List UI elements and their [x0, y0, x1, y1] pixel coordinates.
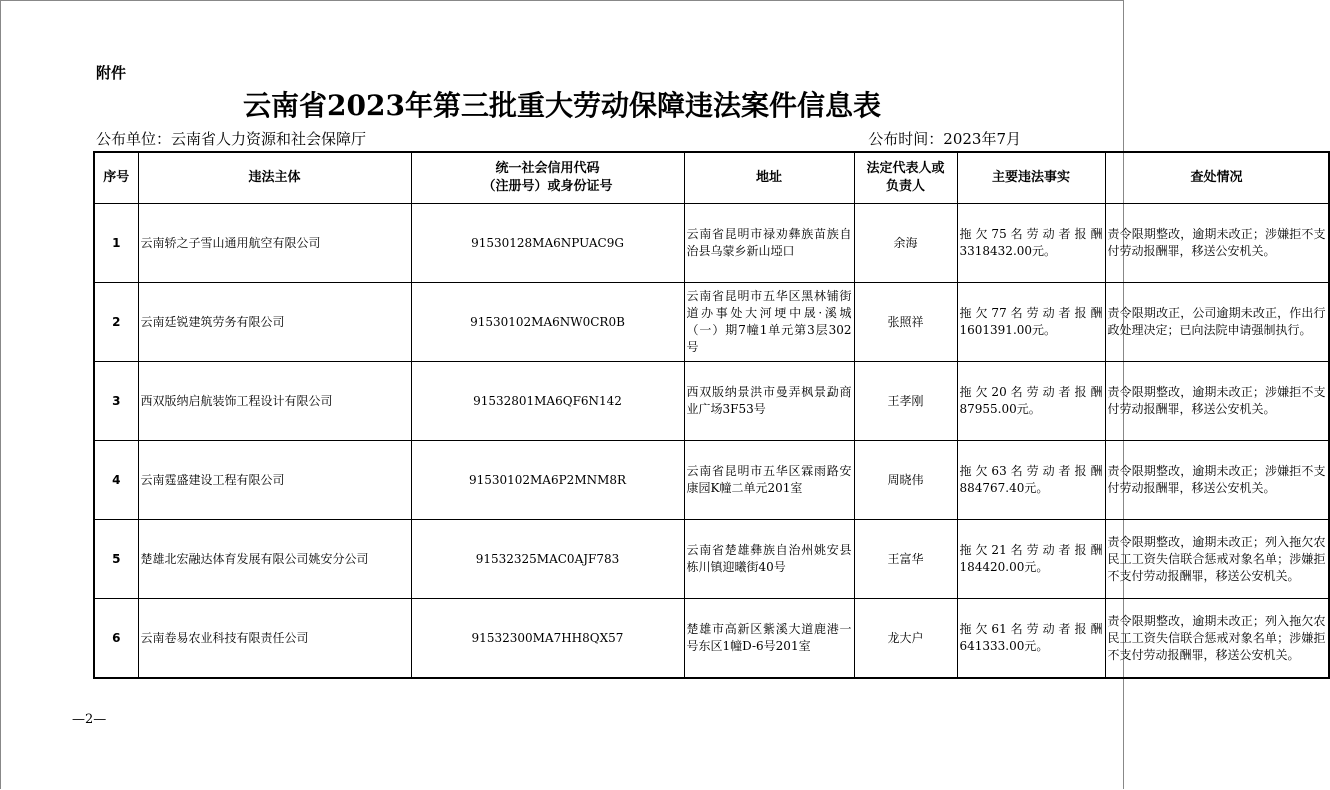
publish-time: 公布时间：2023年7月: [868, 130, 1021, 148]
header-rep: 法定代表人或 负责人: [854, 152, 957, 204]
row-code: 91530102MA6NW0CR0B: [411, 283, 684, 362]
row-rep: 张照祥: [854, 283, 957, 362]
row-handling: 责令限期整改，逾期未改正；列入拖欠农民工工资失信联合惩戒对象名单；涉嫌拒不支付劳动报酬罪，移送公安机关。: [1105, 520, 1329, 599]
row-code: 91532801MA6QF6N142: [411, 362, 684, 441]
row-rep: 龙大户: [854, 599, 957, 679]
header-seq: 序号: [94, 152, 138, 204]
row-address: 云南省昆明市禄劝彝族苗族自治县乌蒙乡新山埡口: [684, 204, 854, 283]
attachment-label: 附件: [96, 64, 127, 82]
header-code: 统一社会信用代码 （注册号）或身份证号: [411, 152, 684, 204]
header-handling: 查处情况: [1105, 152, 1329, 204]
row-facts: 拖欠77名劳动者报酬1601391.00元。: [957, 283, 1105, 362]
row-rep: 周晓伟: [854, 441, 957, 520]
header-entity: 违法主体: [138, 152, 411, 204]
row-rep: 王富华: [854, 520, 957, 599]
row-address: 云南省昆明市五华区黑林铺街道办事处大河埂中晟·溪城（一）期7幢1单元第3层302号: [684, 283, 854, 362]
table-row: [94, 362, 1329, 441]
row-entity: 云南霆盛建设工程有限公司: [138, 441, 411, 520]
table-row: [94, 204, 1329, 283]
row-facts: 拖欠75名劳动者报酬3318432.00元。: [957, 204, 1105, 283]
row-entity: 云南卷易农业科技有限责任公司: [138, 599, 411, 679]
row-seq: 6: [94, 599, 138, 679]
row-entity: 云南轿之子雪山通用航空有限公司: [138, 204, 411, 283]
row-seq: 4: [94, 441, 138, 520]
row-facts: 拖欠20名劳动者报酬87955.00元。: [957, 362, 1105, 441]
row-rep: 余海: [854, 204, 957, 283]
row-code: 91532300MA7HH8QX57: [411, 599, 684, 679]
row-rep: 王孝刚: [854, 362, 957, 441]
row-address: 云南省楚雄彝族自治州姚安县栋川镇迎曦街40号: [684, 520, 854, 599]
page-number: —2—: [72, 712, 107, 727]
row-code: 91532325MAC0AJF783: [411, 520, 684, 599]
row-handling: 责令限期改正，公司逾期未改正，作出行政处理决定；已向法院申请强制执行。: [1105, 283, 1329, 362]
case-table: [93, 151, 1330, 679]
row-seq: 5: [94, 520, 138, 599]
publisher-line: 公布单位：云南省人力资源和社会保障厅: [96, 130, 367, 148]
row-seq: 1: [94, 204, 138, 283]
row-facts: 拖欠21名劳动者报酬184420.00元。: [957, 520, 1105, 599]
row-entity: 云南廷锐建筑劳务有限公司: [138, 283, 411, 362]
table-header-row: [94, 152, 1329, 204]
row-code: 91530102MA6P2MNM8R: [411, 441, 684, 520]
table-row: [94, 599, 1329, 679]
row-handling: 责令限期整改，逾期未改正；涉嫌拒不支付劳动报酬罪，移送公安机关。: [1105, 362, 1329, 441]
row-facts: 拖欠61名劳动者报酬641333.00元。: [957, 599, 1105, 679]
header-facts: 主要违法事实: [957, 152, 1105, 204]
table-row: [94, 441, 1329, 520]
row-address: 云南省昆明市五华区霖雨路安康园K幢二单元201室: [684, 441, 854, 520]
table-row: [94, 520, 1329, 599]
row-seq: 3: [94, 362, 138, 441]
row-handling: 责令限期整改，逾期未改正；涉嫌拒不支付劳动报酬罪，移送公安机关。: [1105, 204, 1329, 283]
table-row: [94, 283, 1329, 362]
row-address: 楚雄市高新区紫溪大道鹿港一号东区1幢D-6号201室: [684, 599, 854, 679]
page-title: 云南省2023年第三批重大劳动保障违法案件信息表: [243, 89, 881, 122]
row-handling: 责令限期整改，逾期未改正；列入拖欠农民工工资失信联合惩戒对象名单；涉嫌拒不支付劳动报酬罪，移送公安机关。: [1105, 599, 1329, 679]
row-address: 西双版纳景洪市曼弄枫景勐商业广场3F53号: [684, 362, 854, 441]
row-seq: 2: [94, 283, 138, 362]
header-address: 地址: [684, 152, 854, 204]
row-code: 91530128MA6NPUAC9G: [411, 204, 684, 283]
row-entity: 楚雄北宏融达体育发展有限公司姚安分公司: [138, 520, 411, 599]
row-entity: 西双版纳启航装饰工程设计有限公司: [138, 362, 411, 441]
row-handling: 责令限期整改，逾期未改正；涉嫌拒不支付劳动报酬罪，移送公安机关。: [1105, 441, 1329, 520]
row-facts: 拖欠63名劳动者报酬884767.40元。: [957, 441, 1105, 520]
